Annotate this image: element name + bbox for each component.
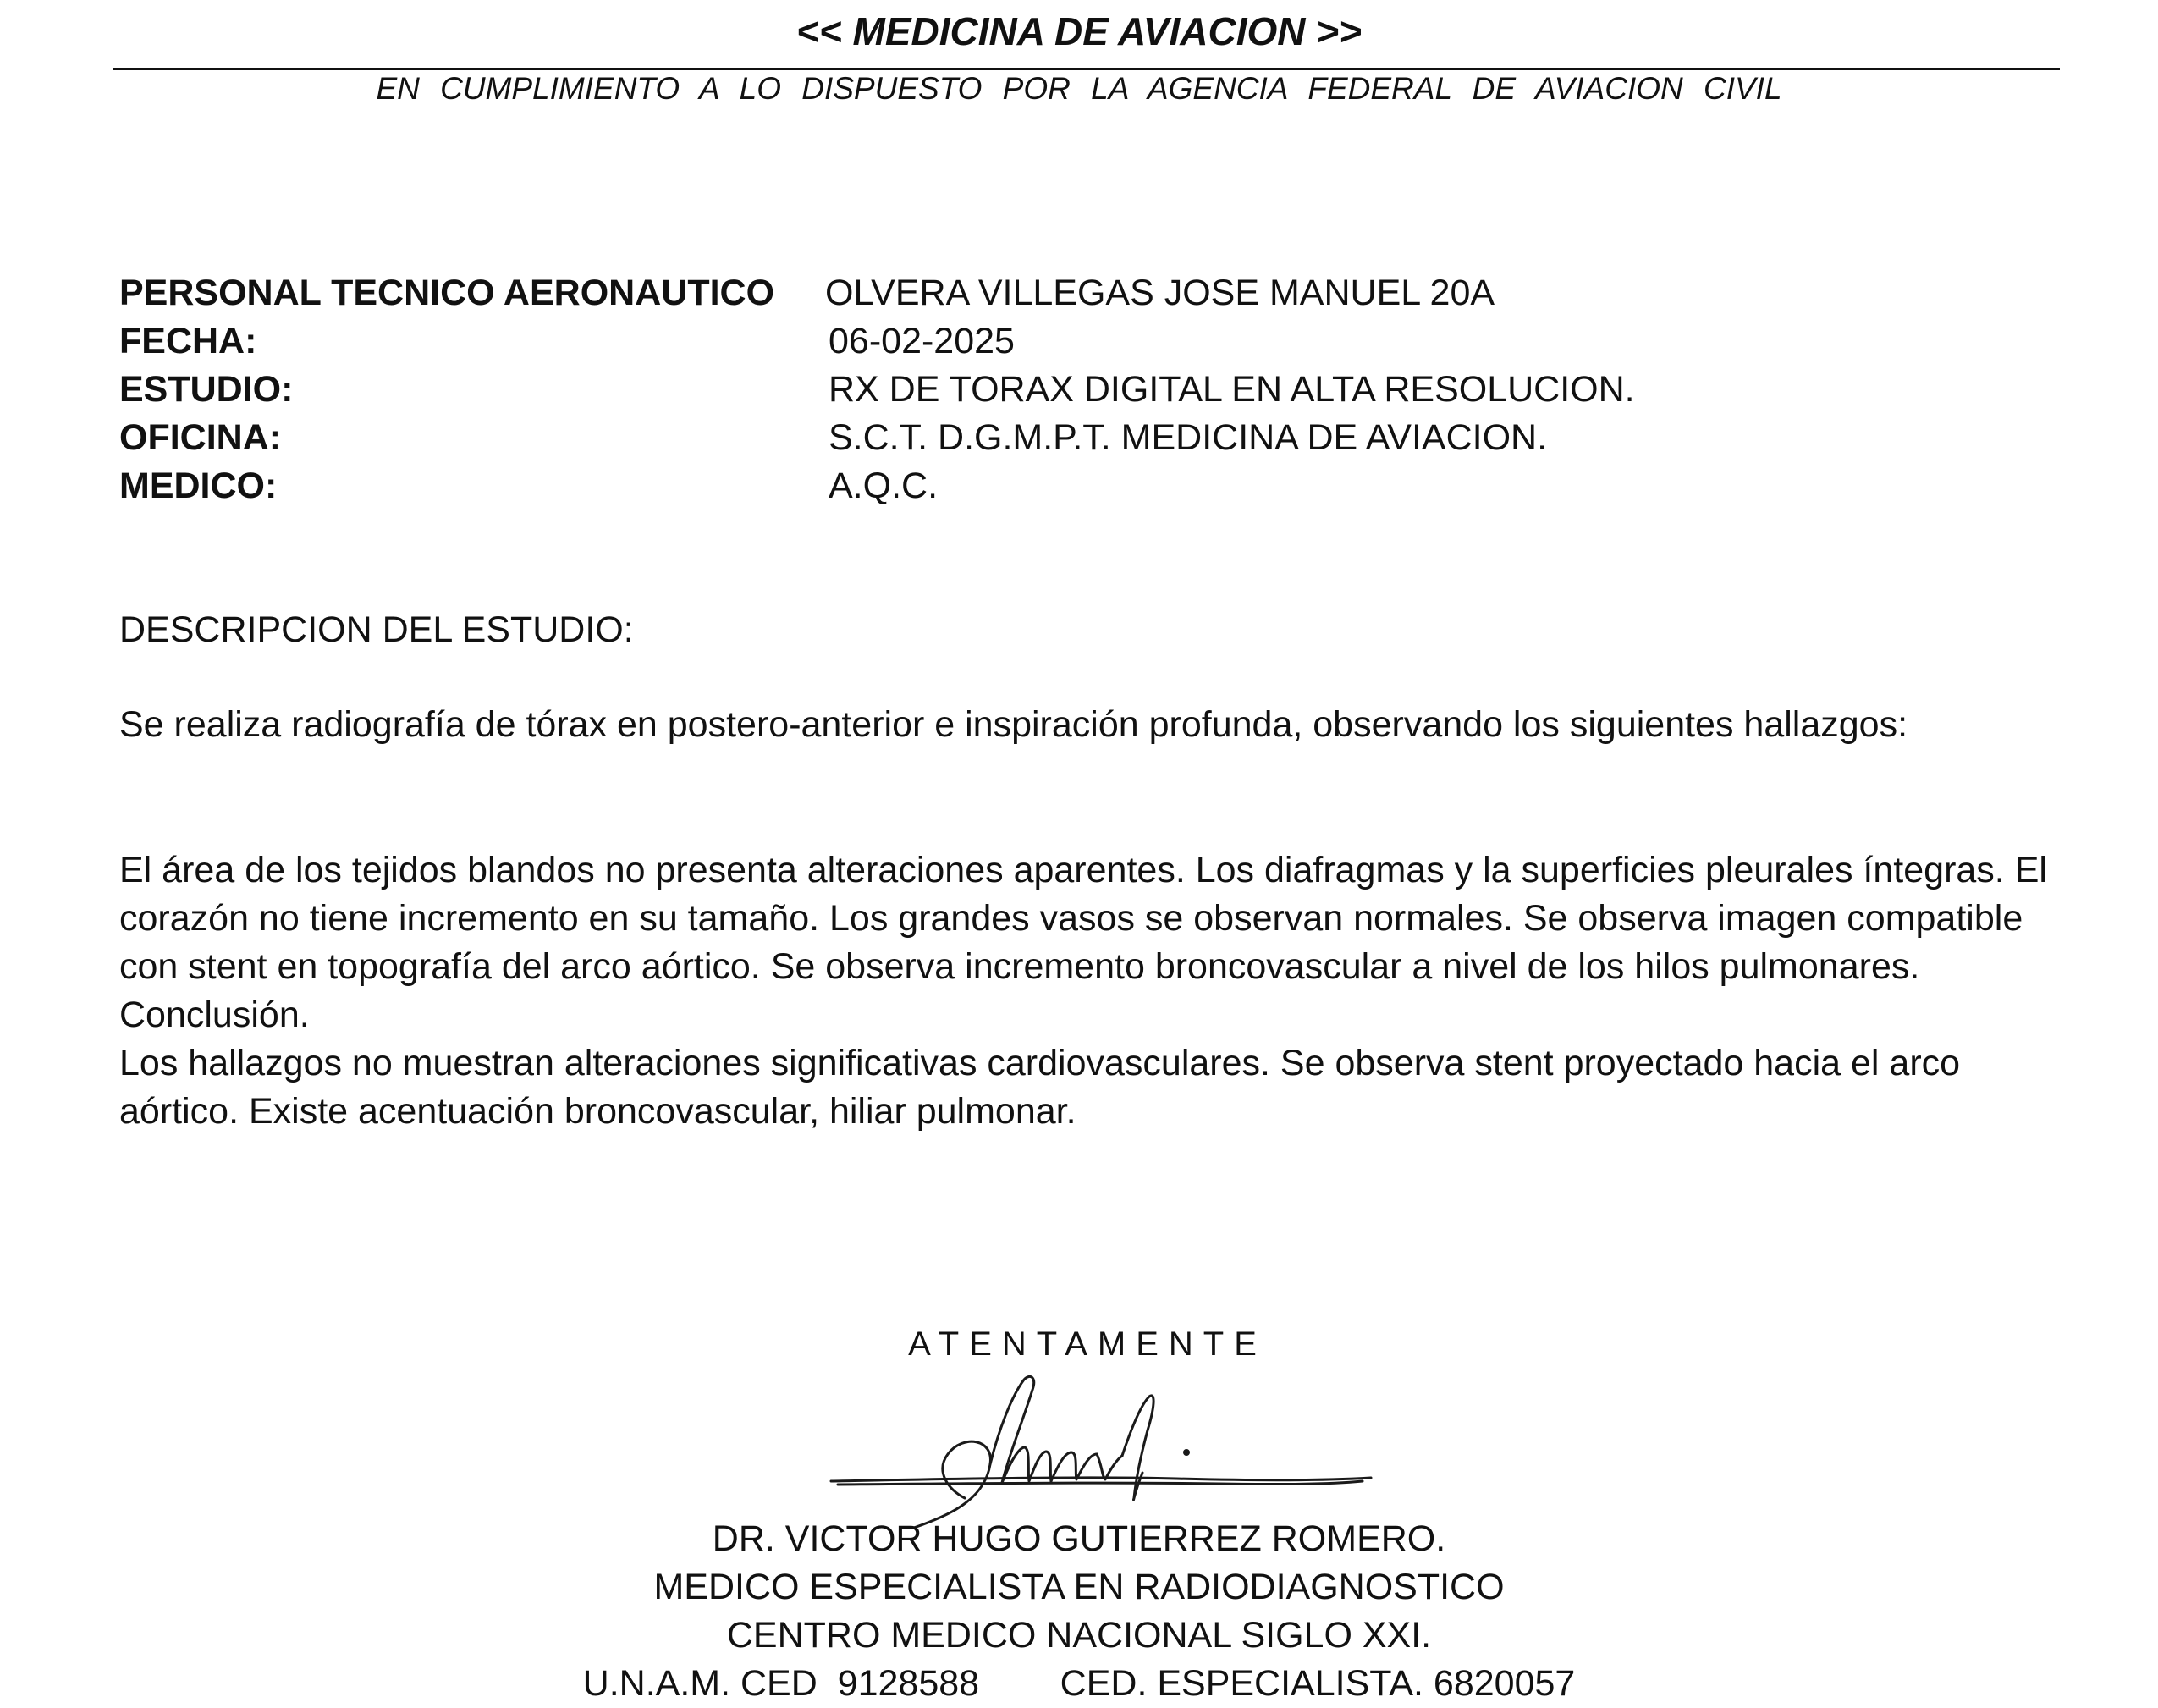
signer-title: MEDICO ESPECIALISTA EN RADIODIAGNOSTICO [653, 1567, 1505, 1607]
field-value-estudio: RX DE TORAX DIGITAL EN ALTA RESOLUCION. [829, 369, 1635, 410]
field-row-estudio [119, 366, 2066, 414]
field-value-personal: OLVERA VILLEGAS JOSE MANUEL 20A [825, 273, 1495, 313]
document-title: << MEDICINA DE AVIACION >> [796, 9, 1362, 53]
field-label-oficina: OFICINA: [119, 417, 282, 458]
handwritten-signature [821, 1371, 1379, 1532]
intro-paragraph: Se realiza radiografía de tórax en postero-anterior e inspiración profunda, observando los siguientes hallazgos: [119, 704, 1908, 745]
document-subtitle: EN CUMPLIMIENTO A LO DISPUESTO POR LA AGENCIA FEDERAL DE AVIACION CIVIL [376, 71, 1782, 106]
signer-institution: CENTRO MEDICO NACIONAL SIGLO XXI. [726, 1615, 1432, 1656]
signer-credentials: U.N.A.M. CED 9128588 CED. ESPECIALISTA. 6820057 [582, 1663, 1576, 1704]
description-heading: DESCRIPCION DEL ESTUDIO: [119, 609, 634, 650]
findings-section [119, 846, 2057, 1136]
field-label-personal: PERSONAL TECNICO AERONAUTICO [119, 273, 775, 313]
field-row-fecha [119, 317, 2066, 366]
field-label-estudio: ESTUDIO: [119, 369, 294, 410]
field-value-medico: A.Q.C. [829, 466, 939, 506]
field-value-fecha: 06-02-2025 [829, 321, 1015, 361]
signer-block [0, 1515, 2158, 1708]
conclusion-heading: Conclusión. [119, 994, 310, 1035]
field-value-oficina: S.C.T. D.G.M.P.T. MEDICINA DE AVIACION. [829, 417, 1548, 458]
field-row-personal [119, 269, 2066, 317]
field-label-fecha: FECHA: [119, 321, 257, 361]
conclusion-paragraph: Los hallazgos no muestran alteraciones significativas cardiovasculares. Se observa stent proyectado hacia el arco aórtico. Existe acentuación broncovascular, hiliar pulmonar. [119, 1043, 1961, 1132]
title-divider [113, 68, 2060, 70]
field-row-medico [119, 462, 2066, 510]
signer-name: DR. VICTOR HUGO GUTIERREZ ROMERO. [712, 1518, 1446, 1559]
closing-salutation: ATENTAMENTE [908, 1325, 1267, 1363]
findings-paragraph: El área de los tejidos blandos no presenta alteraciones aparentes. Los diafragmas y la superficies pleurales íntegras. El corazón no tiene incremento en su tamaño. Los grandes vasos se observan normales. Se observa imagen compatible con stent en topografía del arco aórtico. Se observa incremento broncovascular a nivel de los hilos pulmonares. [119, 850, 2047, 987]
field-row-oficina [119, 414, 2066, 462]
patient-info-block [119, 269, 2066, 510]
field-label-medico: MEDICO: [119, 466, 278, 506]
